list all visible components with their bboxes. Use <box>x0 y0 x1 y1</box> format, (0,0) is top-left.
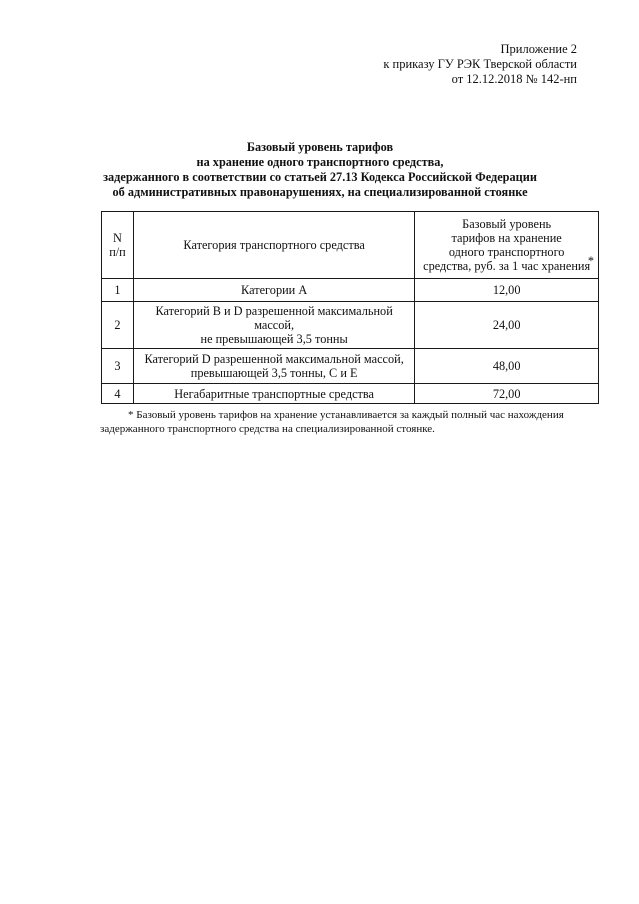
header-rate-line-3: одного транспортного <box>448 245 565 259</box>
appendix-order-date: от 12.12.2018 № 142-нп <box>451 72 577 86</box>
row-category-line: Категорий В и D разрешенной максимальной массой, <box>155 304 393 332</box>
document-title <box>80 140 560 200</box>
appendix-order-reference: к приказу ГУ РЭК Тверской области <box>383 57 577 71</box>
header-rate-line-2: тарифов на хранение <box>451 231 562 245</box>
footnote-line-2: задержанного транспортного средства на специализированной стоянке. <box>100 423 435 435</box>
tariff-table <box>101 211 599 404</box>
table-row <box>102 349 599 384</box>
row-category-line: Категории А <box>241 283 308 297</box>
row-category <box>133 349 414 384</box>
footnote <box>100 408 600 436</box>
row-rate: 12,00 <box>415 279 599 302</box>
row-number: 2 <box>102 302 134 349</box>
row-category <box>133 384 414 404</box>
row-rate: 48,00 <box>415 349 599 384</box>
table-header-row <box>102 212 599 279</box>
header-rate-line-4 <box>419 259 594 273</box>
row-number: 4 <box>102 384 134 404</box>
title-line-1: Базовый уровень тарифов <box>246 140 394 154</box>
row-rate: 72,00 <box>415 384 599 404</box>
row-category-line: Категорий D разрешенной максимальной массой, <box>144 352 404 366</box>
appendix-number: Приложение 2 <box>500 42 577 56</box>
title-line-3: задержанного в соответствии со статьей 27.13 Кодекса Российской Федерации <box>103 170 537 184</box>
footnote-line-1: * Базовый уровень тарифов на хранение устанавливается за каждый полный час нахождения <box>128 409 564 421</box>
header-category-label: Категория транспортного средства <box>183 238 365 252</box>
footnote-marker: * <box>587 254 594 268</box>
table-row <box>102 279 599 302</box>
header-rate-cell <box>415 212 599 279</box>
table-row <box>102 302 599 349</box>
header-rate-unit: средства, руб. за 1 час хранения <box>423 259 591 273</box>
row-number: 3 <box>102 349 134 384</box>
header-number-sublabel: п/п <box>109 245 126 259</box>
title-line-4: об административных правонарушениях, на специализированной стоянке <box>112 185 528 199</box>
table-row <box>102 384 599 404</box>
row-category-line: Негабаритные транспортные средства <box>174 386 375 401</box>
header-number-cell <box>102 212 134 279</box>
row-category-line: превышающей 3,5 тонны, С и Е <box>190 366 358 380</box>
appendix-header <box>383 42 577 87</box>
row-category <box>133 279 414 302</box>
row-rate: 24,00 <box>415 302 599 349</box>
row-category <box>133 302 414 349</box>
header-number-label: N <box>113 231 122 245</box>
title-line-2: на хранение одного транспортного средства, <box>196 155 444 169</box>
row-number: 1 <box>102 279 134 302</box>
row-category-line: не превышающей 3,5 тонны <box>200 332 348 346</box>
header-rate-line-1: Базовый уровень <box>462 217 552 231</box>
header-category-cell <box>133 212 414 279</box>
